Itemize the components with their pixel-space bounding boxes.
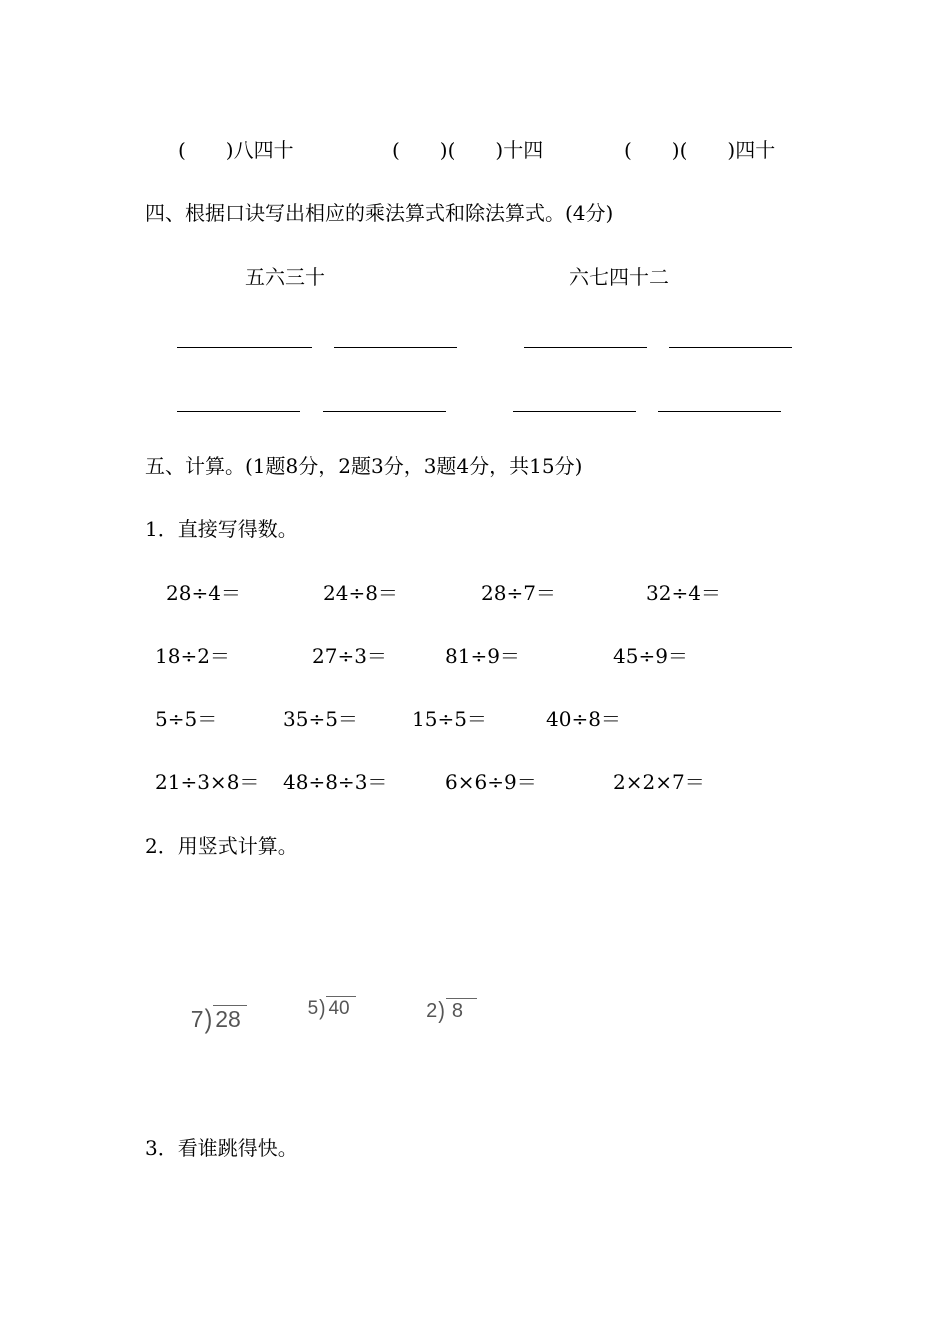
long-division [178,982,247,1034]
problem[interactable]: 28÷4＝ [166,581,241,605]
question-1-title: 1．直接写得数。 [145,517,298,541]
dividend: 40 [326,996,355,1018]
problem[interactable]: 15÷5＝ [412,707,487,731]
rhyme-blank-2[interactable]: ( )( )十四 [392,138,544,162]
rhyme-blank-3[interactable]: ( )( )四十 [624,138,776,162]
problem[interactable]: 40÷8＝ [546,707,621,731]
problem[interactable]: 81÷9＝ [445,644,520,668]
answer-line[interactable] [334,347,457,348]
answer-line[interactable] [177,411,300,412]
question-3-title: 3．看谁跳得快。 [145,1136,298,1160]
problem[interactable]: 21÷3×8＝ [155,770,260,794]
answer-line[interactable] [513,411,636,412]
answer-line[interactable] [658,411,781,412]
answer-line[interactable] [524,347,647,348]
division-bracket: ) [204,1003,213,1034]
problem[interactable]: 6×6÷9＝ [445,770,537,794]
answer-line[interactable] [177,347,312,348]
problem[interactable]: 5÷5＝ [155,707,218,731]
section-4-title: 四、根据口诀写出相应的乘法算式和除法算式。(4分) [145,201,614,225]
rhyme-1: 五六三十 [245,265,325,289]
dividend: 28 [213,1005,247,1031]
division-bracket: ) [438,998,445,1024]
division-bracket: ) [319,996,326,1021]
problem[interactable]: 2×2×7＝ [613,770,705,794]
answer-line[interactable] [669,347,792,348]
problem[interactable]: 18÷2＝ [155,644,230,668]
long-division [415,978,477,1024]
question-2-title: 2．用竖式计算。 [145,834,298,858]
problem[interactable]: 28÷7＝ [481,581,556,605]
problem[interactable]: 27÷3＝ [312,644,387,668]
answer-line[interactable] [323,411,446,412]
divisor: 5 [307,998,319,1019]
divisor: 2 [426,1000,438,1022]
problem[interactable]: 35÷5＝ [283,707,358,731]
rhyme-2: 六七四十二 [569,265,669,289]
divisor: 7 [190,1006,204,1032]
problem[interactable]: 48÷8÷3＝ [283,770,388,794]
problem[interactable]: 32÷4＝ [646,581,721,605]
problem[interactable]: 45÷9＝ [613,644,688,668]
long-division [297,977,356,1021]
rhyme-blank-1[interactable]: ( )八四十 [178,138,294,162]
dividend: 8 [446,998,477,1021]
section-5-title: 五、计算。(1题8分，2题3分，3题4分，共15分) [145,454,583,478]
problem[interactable]: 24÷8＝ [323,581,398,605]
